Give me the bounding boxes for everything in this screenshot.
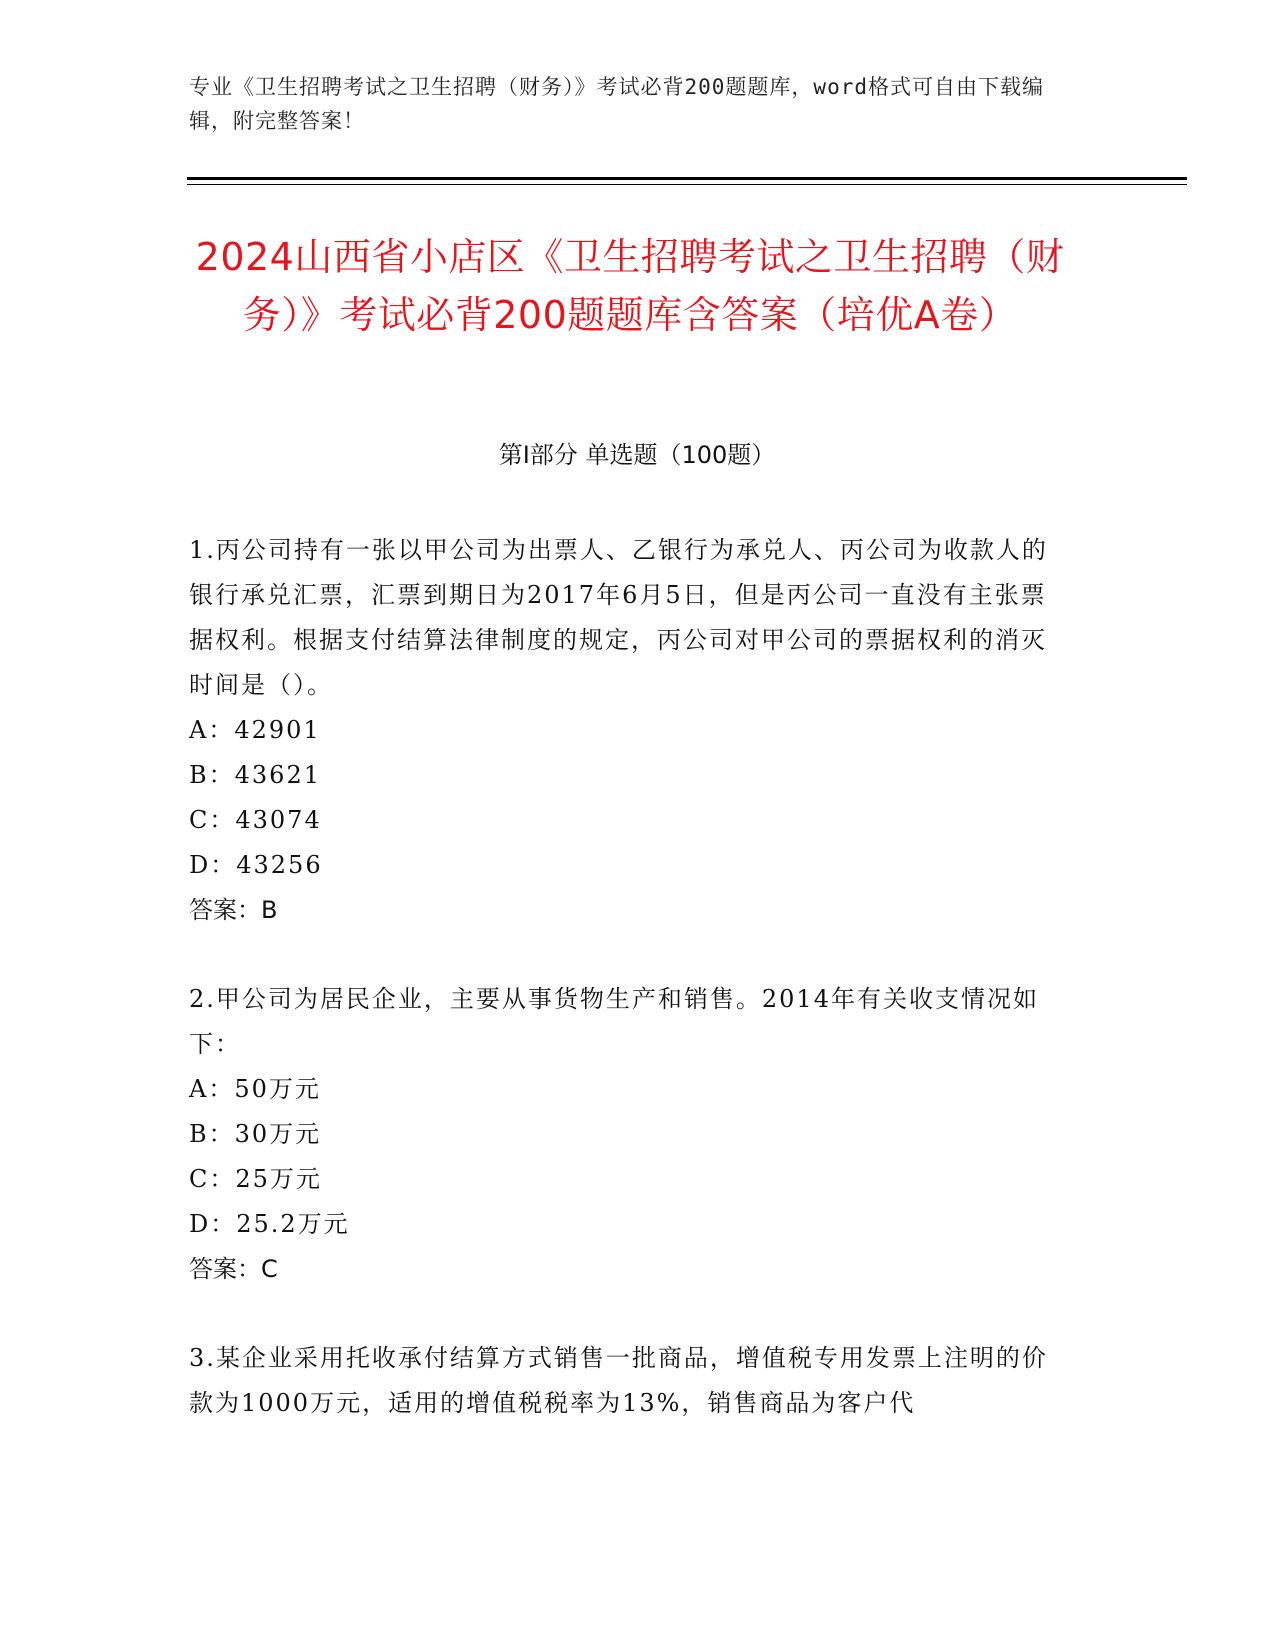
header-note: 专业《卫生招聘考试之卫生招聘（财务）》考试必背200题题库，word格式可自由下载编辑，附完整答案！: [189, 75, 1044, 133]
header-rule-thick: [187, 177, 1187, 180]
question-text: 2.甲公司为居民企业，主要从事货物生产和销售。2014年有关收支情况如下：: [189, 985, 1039, 1058]
question-list: [189, 528, 1069, 1470]
question-1: [189, 528, 1069, 933]
option-b: B：43621: [189, 761, 321, 789]
option-c: C：43074: [189, 806, 322, 834]
answer: 答案：B: [189, 896, 278, 924]
option-d: D：25.2万元: [189, 1210, 350, 1238]
option-b: B：30万元: [189, 1120, 322, 1148]
option-c: C：25万元: [189, 1165, 322, 1193]
question-2: [189, 977, 1069, 1292]
section-title: 第Ⅰ部分 单选题（100题）: [498, 441, 776, 469]
question-3: [189, 1336, 1069, 1426]
header-rule-thin: [187, 184, 1187, 185]
option-d: D：43256: [189, 851, 323, 879]
option-a: A：50万元: [189, 1075, 321, 1103]
question-text: 3.某企业采用托收承付结算方式销售一批商品，增值税专用发票上注明的价款为1000万元，适用的增值税税率为13%，销售商品为客户代: [189, 1344, 1048, 1417]
question-text: 1.丙公司持有一张以甲公司为出票人、乙银行为承兑人、丙公司为收款人的银行承兑汇票，汇票到期日为2017年6月5日，但是丙公司一直没有主张票据权利。根据支付结算法律制度的规定，丙公司对甲公司的票据权利的消灭时间是（）。: [189, 536, 1048, 699]
document-title: 2024山西省小店区《卫生招聘考试之卫生招聘（财务）》考试必背200题题库含答案（培优A卷）: [195, 235, 1065, 337]
answer: 答案：C: [189, 1255, 278, 1283]
option-a: A：42901: [189, 716, 321, 744]
